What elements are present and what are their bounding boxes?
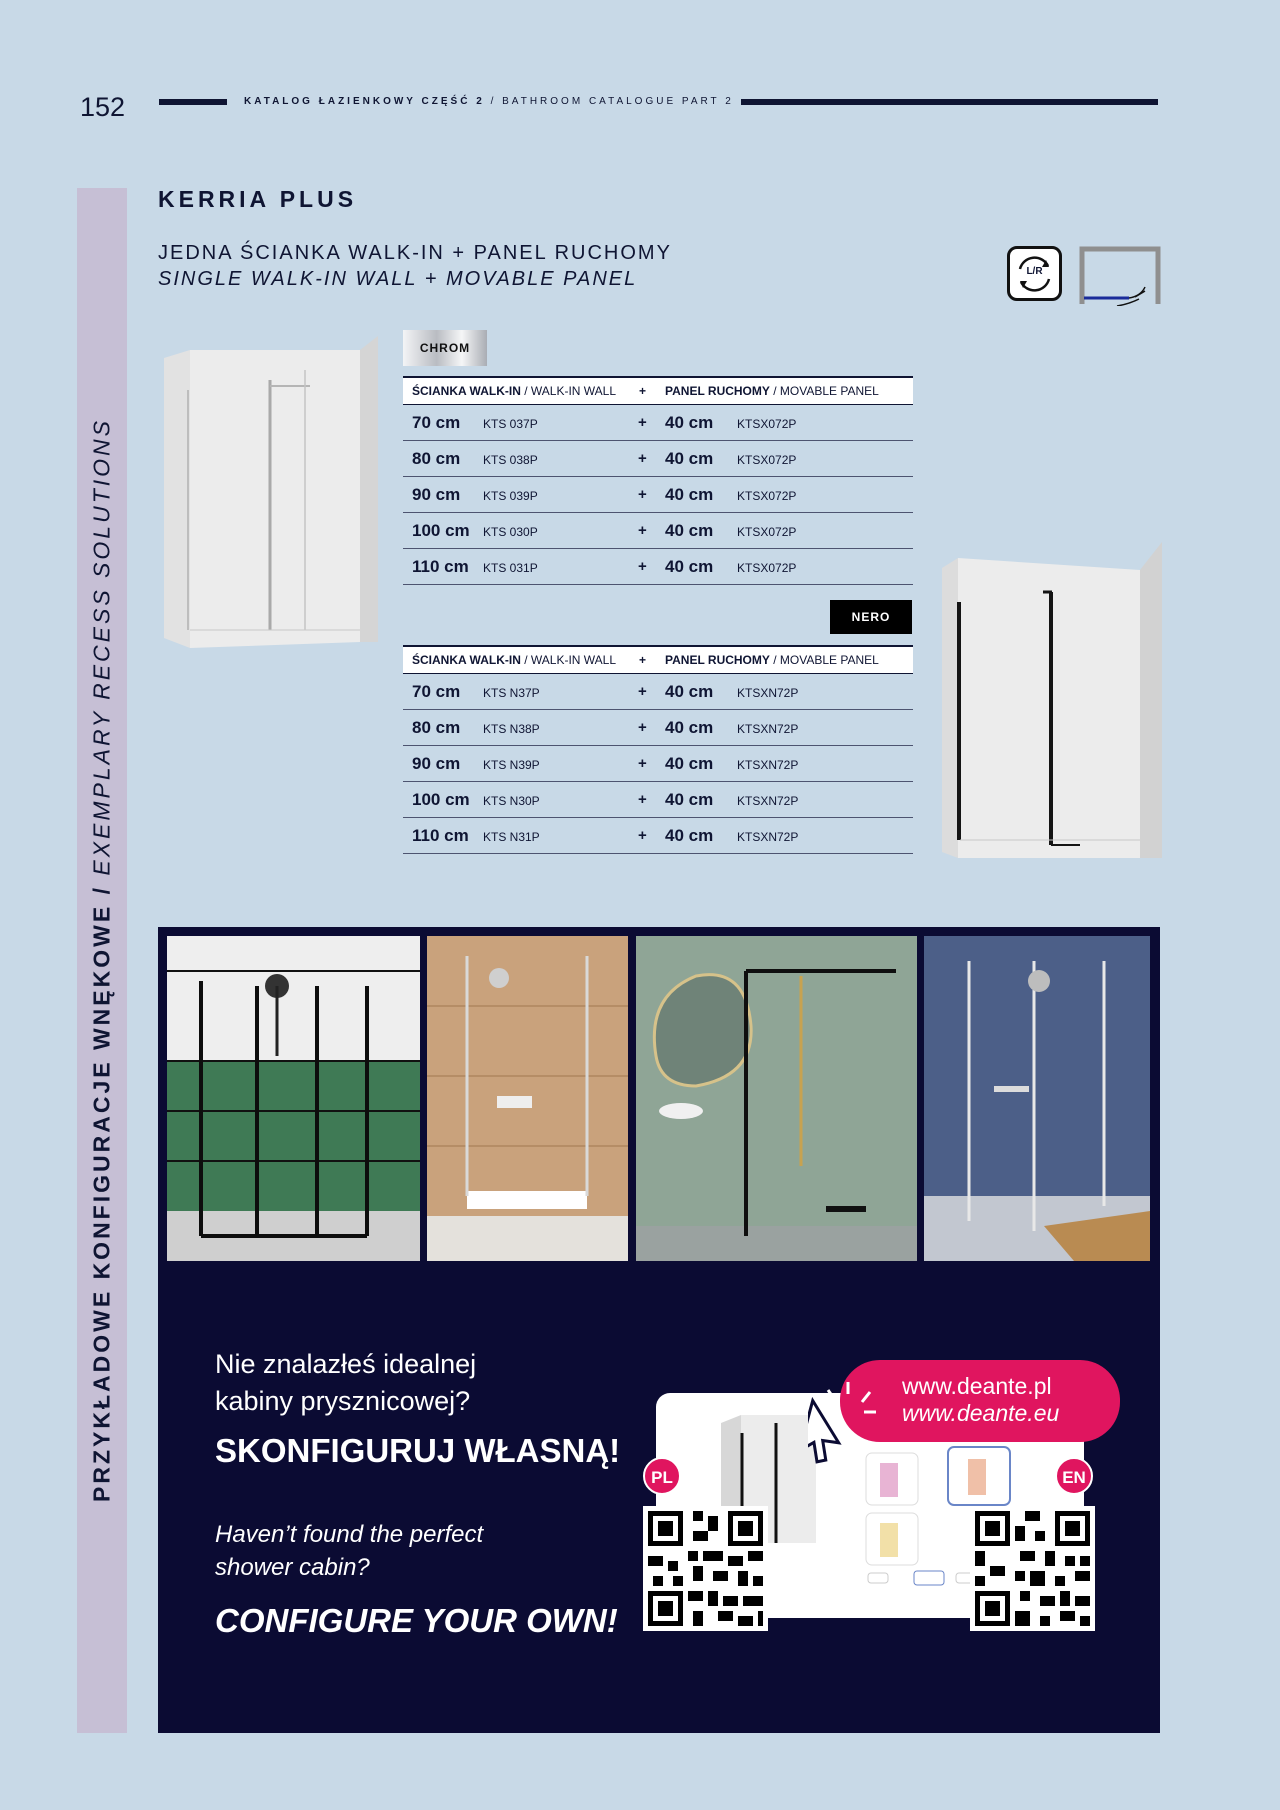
qr-code-pl[interactable] <box>643 1506 768 1631</box>
chrom-table <box>403 376 913 585</box>
header-wall: ŚCIANKA WALK-IN / WALK-IN WALL <box>412 653 617 667</box>
plus-sign: + <box>638 791 647 808</box>
shower-render-chrome <box>160 330 380 650</box>
plus-sign: + <box>638 450 647 467</box>
header-rule-left <box>159 99 227 105</box>
panel-code: KTSX072P <box>737 453 797 467</box>
side-title-separator: / <box>88 885 115 895</box>
panel-code: KTSXN72P <box>737 722 799 736</box>
table-row <box>403 674 913 710</box>
nero-table-header <box>403 645 913 674</box>
plus-sign: + <box>638 558 647 575</box>
catalog-title-pl: KATALOG ŁAZIENKOWY CZĘŚĆ 2 <box>244 96 485 107</box>
panel-code: KTSXN72P <box>737 794 799 808</box>
panel-length: 40 cm <box>665 826 714 845</box>
header-wall: ŚCIANKA WALK-IN / WALK-IN WALL <box>412 384 617 398</box>
wall-code: KTS 038P <box>483 453 538 467</box>
bathroom-photo-sage <box>636 936 917 1261</box>
wall-code: KTS 037P <box>483 417 538 431</box>
wall-length: 110 cm <box>412 826 469 845</box>
wall-length: 100 cm <box>412 521 470 540</box>
panel-length: 40 cm <box>665 521 714 540</box>
panel-length: 40 cm <box>665 754 714 773</box>
wall-length: 110 cm <box>412 557 469 576</box>
wall-length: 80 cm <box>412 449 461 468</box>
chrom-finish-badge: CHROM <box>403 330 487 366</box>
lang-en-badge: EN <box>1055 1457 1093 1495</box>
wall-code: KTS N38P <box>483 722 540 736</box>
table-row <box>403 441 913 477</box>
wall-length: 70 cm <box>412 682 461 701</box>
plus-sign: + <box>638 719 647 736</box>
product-subtitle-en: SINGLE WALK-IN WALL + MOVABLE PANEL <box>158 268 638 290</box>
promo-cta-en: CONFIGURE YOUR OWN! <box>215 1602 618 1639</box>
nero-finish-badge: NERO <box>830 600 912 634</box>
promo-question-en-line1: Haven’t found the perfect <box>215 1521 484 1548</box>
url-deante-pl[interactable]: www.deante.pl <box>902 1373 1052 1399</box>
plus-sign: + <box>638 486 647 503</box>
promo-question-pl <box>215 1346 476 1420</box>
side-title-pl: PRZYKŁADOWE KONFIGURACJE WNĘKOWE <box>88 903 115 1502</box>
side-section-title <box>89 410 116 1510</box>
table-row <box>403 405 913 441</box>
promo-question-en <box>215 1518 483 1584</box>
panel-code: KTSXN72P <box>737 686 799 700</box>
wall-code: KTS 039P <box>483 489 538 503</box>
lang-pl-badge: PL <box>643 1457 681 1495</box>
plus-sign: + <box>638 683 647 700</box>
wall-length: 90 cm <box>412 754 461 773</box>
panel-code: KTSXN72P <box>737 758 799 772</box>
wall-code: KTS N37P <box>483 686 540 700</box>
panel-code: KTSX072P <box>737 561 797 575</box>
panel-code: KTSX072P <box>737 417 797 431</box>
header-rule-right <box>741 99 1158 105</box>
wall-code: KTS 030P <box>483 525 538 539</box>
header-panel: PANEL RUCHOMY / MOVABLE PANEL <box>665 384 879 398</box>
panel-length: 40 cm <box>665 557 714 576</box>
promo-question-en-line2: shower cabin? <box>215 1554 370 1581</box>
bathroom-photo-wood <box>427 936 628 1261</box>
catalog-title <box>244 96 734 107</box>
plus-sign: + <box>638 522 647 539</box>
table-row <box>403 818 913 854</box>
panel-length: 40 cm <box>665 449 714 468</box>
reversible-lr-icon <box>1007 246 1062 301</box>
panel-length: 40 cm <box>665 682 714 701</box>
panel-code: KTSX072P <box>737 489 797 503</box>
bathroom-photo-green <box>167 936 420 1261</box>
wall-length: 90 cm <box>412 485 461 504</box>
shower-render-black <box>940 540 1165 860</box>
panel-length: 40 cm <box>665 790 714 809</box>
header-plus: + <box>639 384 647 398</box>
promo-question-pl-line1: Nie znalazłeś idealnej <box>215 1349 477 1379</box>
wall-code: KTS N30P <box>483 794 540 808</box>
panel-length: 40 cm <box>665 485 714 504</box>
nero-table <box>403 645 913 854</box>
table-row <box>403 549 913 585</box>
table-row <box>403 746 913 782</box>
product-name: KERRIA PLUS <box>158 186 358 212</box>
lr-icon-label: L/R <box>1026 266 1043 277</box>
table-row <box>403 710 913 746</box>
header-plus: + <box>639 653 647 667</box>
table-row <box>403 477 913 513</box>
wall-code: KTS N39P <box>483 758 540 772</box>
table-row <box>403 782 913 818</box>
wall-length: 70 cm <box>412 413 461 432</box>
catalog-title-en: BATHROOM CATALOGUE PART 2 <box>502 96 734 107</box>
catalog-title-separator: / <box>490 96 497 107</box>
plus-sign: + <box>638 755 647 772</box>
side-title-en: EXEMPLARY RECESS SOLUTIONS <box>88 418 115 876</box>
header-panel: PANEL RUCHOMY / MOVABLE PANEL <box>665 653 879 667</box>
panel-length: 40 cm <box>665 718 714 737</box>
product-subtitle-pl: JEDNA ŚCIANKA WALK-IN + PANEL RUCHOMY <box>158 242 672 264</box>
bathroom-photo-blue <box>924 936 1150 1261</box>
plus-sign: + <box>638 827 647 844</box>
panel-code: KTSX072P <box>737 525 797 539</box>
cursor-click-icon <box>808 1378 888 1468</box>
wall-length: 80 cm <box>412 718 461 737</box>
plus-sign: + <box>638 414 647 431</box>
qr-code-en[interactable] <box>970 1506 1095 1631</box>
walk-in-layout-icon <box>1079 246 1161 306</box>
promo-cta-pl: SKONFIGURUJ WŁASNĄ! <box>215 1432 621 1469</box>
page-number: 152 <box>80 92 126 122</box>
url-deante-eu[interactable]: www.deante.eu <box>902 1400 1060 1426</box>
promo-question-pl-line2: kabiny prysznicowej? <box>215 1386 471 1416</box>
wall-code: KTS N31P <box>483 830 540 844</box>
wall-code: KTS 031P <box>483 561 538 575</box>
chrom-table-header <box>403 376 913 405</box>
panel-length: 40 cm <box>665 413 714 432</box>
panel-code: KTSXN72P <box>737 830 799 844</box>
table-row <box>403 513 913 549</box>
wall-length: 100 cm <box>412 790 470 809</box>
